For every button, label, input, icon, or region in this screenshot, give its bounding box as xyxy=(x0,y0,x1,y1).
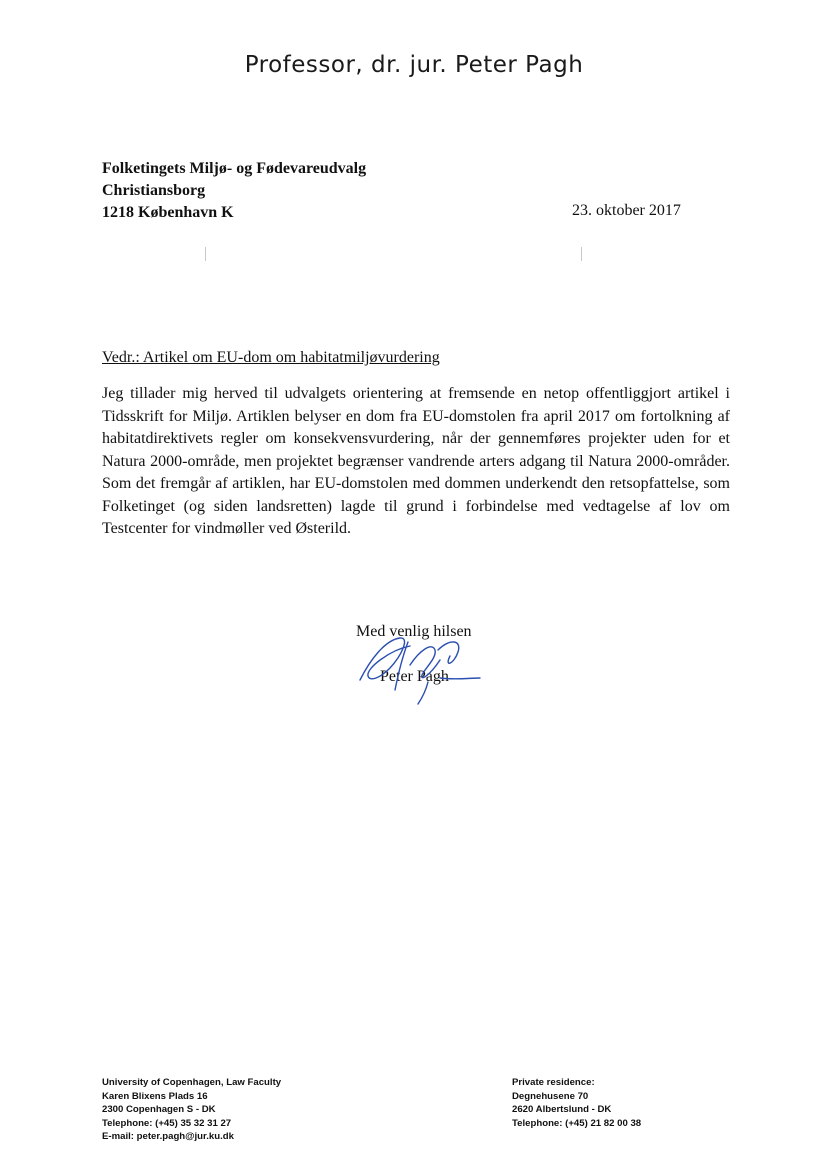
recipient-line: 1218 København K xyxy=(102,204,234,221)
footer-line: 2620 Albertslund - DK xyxy=(512,1104,612,1115)
footer-private-address xyxy=(512,1076,641,1130)
fold-mark xyxy=(205,247,206,261)
subject-line: Vedr.: Artikel om EU-dom om habitatmiljøvurdering xyxy=(102,349,440,366)
letter-date: 23. oktober 2017 xyxy=(572,202,681,219)
closing-salutation: Med venlig hilsen xyxy=(356,623,472,640)
footer-work-address xyxy=(102,1076,281,1144)
recipient-line: Christiansborg xyxy=(102,182,206,199)
handwritten-signature xyxy=(340,620,490,710)
footer-line: Karen Blixens Plads 16 xyxy=(102,1090,208,1102)
signer-name: Peter Pagh xyxy=(380,668,449,685)
fold-mark xyxy=(581,247,582,261)
footer-line: Private residence: xyxy=(512,1077,595,1088)
footer-line: Degnehusene 70 xyxy=(512,1090,589,1102)
footer-line: Telephone: (+45) 35 32 31 27 xyxy=(102,1117,232,1129)
body-paragraph: Jeg tillader mig herved til udvalgets orientering at fremsende en netop offentliggjort artikel i Tidsskrift for Miljø. Artiklen belyser en dom fra EU-domstolen fra april 2017 om fortolkning af habitatdirektivets regler om konsekvensvurdering, når der gennemføres projekter uden for et Natura 2000-område, men projektet begrænser vandrende arters adgang til Natura 2000-områder. Som det fremgår af artiklen, har EU-domstolen med dommen underkendt den retsopfattelse, som Folketinget (og siden landsretten) lagde til grund i forbindelse med vedtagelse af lov om Testcenter for vindmøller ved Østerild. xyxy=(102,385,730,537)
footer-line: 2300 Copenhagen S - DK xyxy=(102,1104,216,1115)
recipient-address xyxy=(102,158,366,224)
footer-line: Telephone: (+45) 21 82 00 38 xyxy=(512,1117,642,1129)
footer-line: University of Copenhagen, Law Faculty xyxy=(102,1077,282,1088)
footer-line: E-mail: peter.pagh@jur.ku.dk xyxy=(102,1131,234,1142)
recipient-line: Folketingets Miljø- og Fødevareudvalg xyxy=(102,160,367,177)
letterhead-title: Professor, dr. jur. Peter Pagh xyxy=(244,52,584,78)
